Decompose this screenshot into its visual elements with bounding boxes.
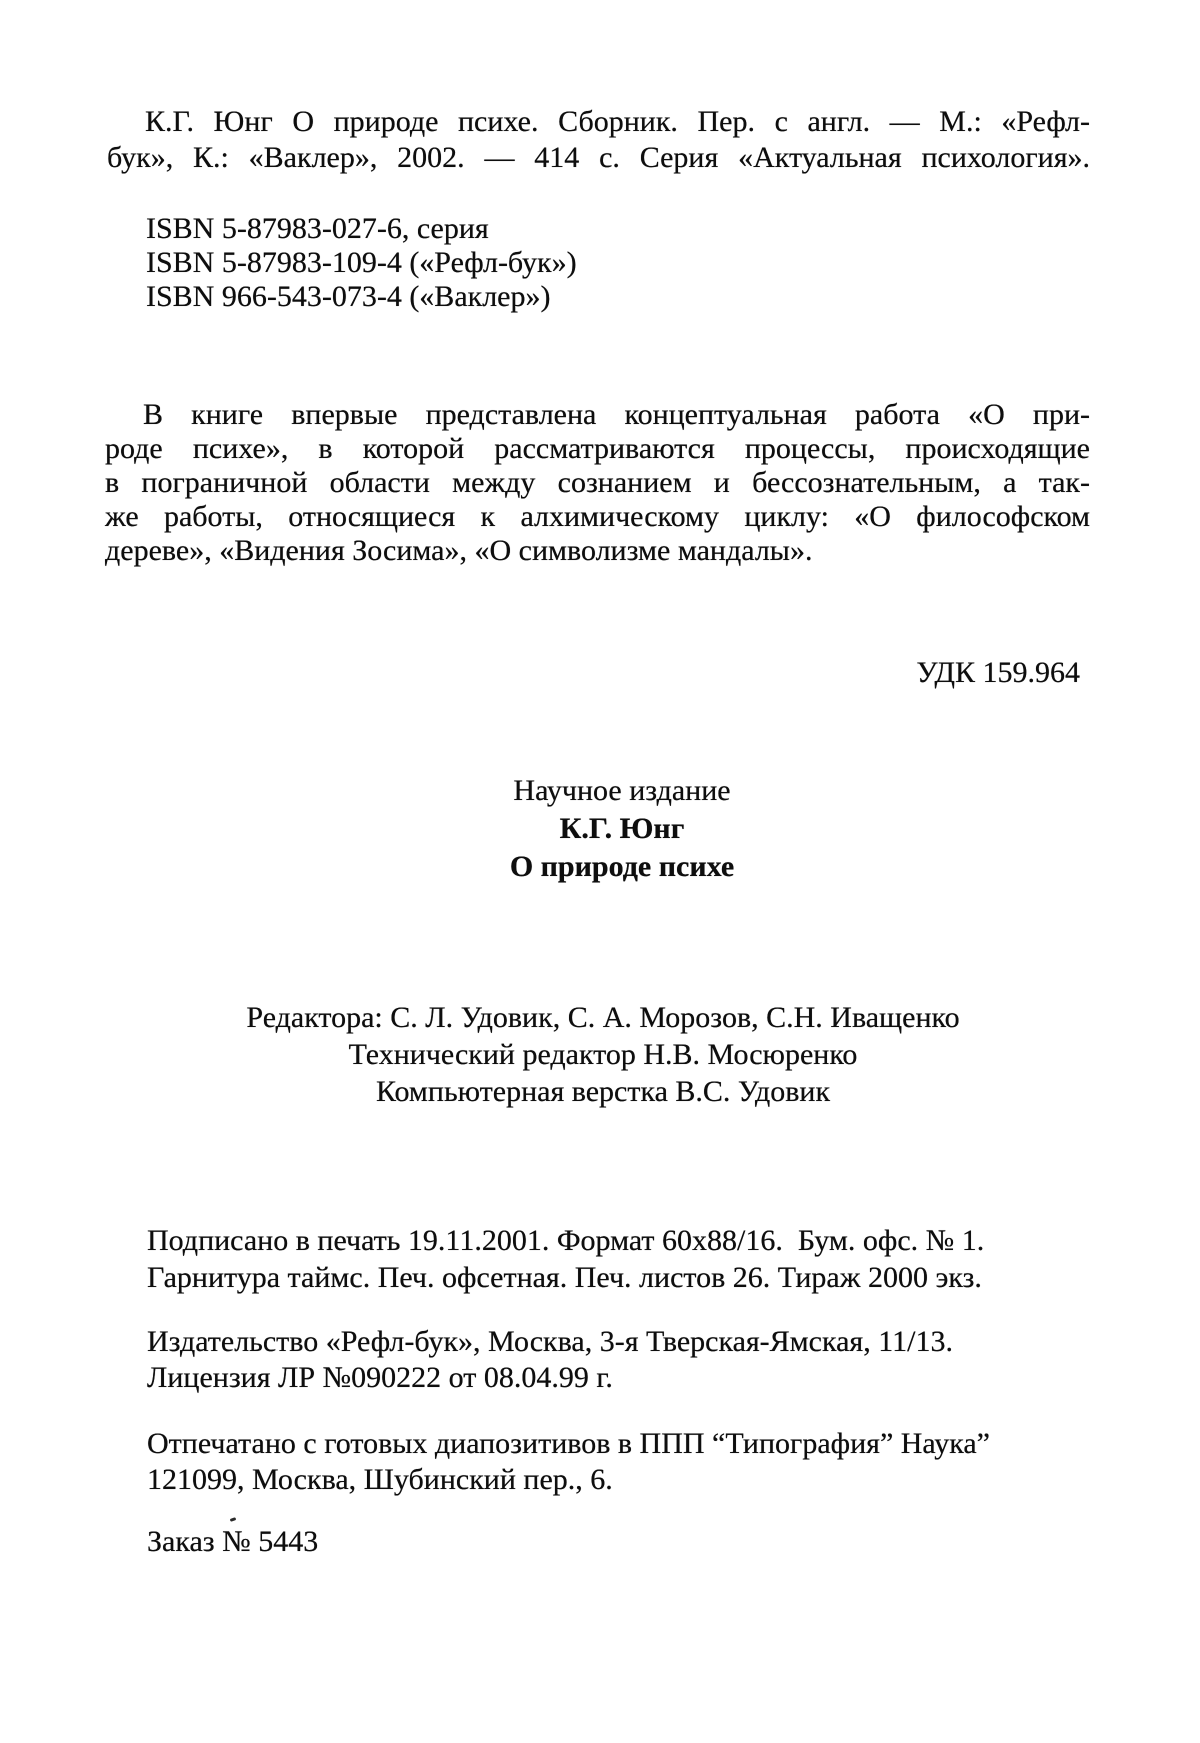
- printing-house-line: Отпечатано с готовых диапозитивов в ППП “Типография” Наука”: [147, 1427, 990, 1460]
- bibliographic-line: К.Г. Юнг О природе психе. Сборник. Пер. с англ. — М.: «Рефл-: [145, 105, 1090, 138]
- isbn-refl-buk: ISBN 5-87983-109-4 («Рефл-бук»): [146, 246, 577, 279]
- udk-number: УДК 159.964: [916, 656, 1080, 689]
- printing-house-info: [147, 1426, 990, 1498]
- publisher-address-line: Издательство «Рефл-бук», Москва, 3-я Тверская-Ямская, 11/13.: [147, 1325, 953, 1358]
- bibliographic-record: [107, 104, 1090, 176]
- scan-artifact-speck: [230, 1517, 237, 1522]
- order-number: [147, 1524, 318, 1560]
- udk-classification: [105, 655, 1090, 691]
- annotation-line: дереве», «Видения Зосима», «О символизме мандалы».: [105, 534, 813, 567]
- edition-kind: Научное издание: [513, 774, 731, 807]
- publisher-license-line: Лицензия ЛР №090222 от 08.04.99 г.: [147, 1361, 613, 1394]
- printing-house-address-line: 121099, Москва, Шубинский пер., 6.: [147, 1463, 613, 1496]
- editors-line: Редактора: С. Л. Удовик, С. А. Морозов, С.Н. Иващенко: [246, 1001, 960, 1034]
- edition-heading: [0, 772, 1200, 886]
- technical-editor-line: Технический редактор Н.В. Мосюренко: [348, 1038, 858, 1071]
- print-specs: [147, 1222, 984, 1296]
- isbn-block: [146, 212, 577, 314]
- editorial-staff: [0, 999, 1200, 1110]
- annotation-paragraph: [105, 398, 1090, 568]
- annotation-line: в пограничной области между сознанием и бессознательным, а так-: [105, 466, 1090, 499]
- order-number-text: Заказ № 5443: [147, 1525, 319, 1558]
- print-specs-line: Гарнитура таймс. Печ. офсетная. Печ. листов 26. Тираж 2000 экз.: [147, 1261, 982, 1294]
- layout-line: Компьютерная верстка В.С. Удовик: [375, 1075, 831, 1108]
- bibliographic-line: бук», К.: «Ваклер», 2002. — 414 с. Серия «Актуальная психология».: [107, 141, 1090, 174]
- isbn-series: ISBN 5-87983-027-6, серия: [146, 212, 489, 245]
- publisher-info: [147, 1324, 953, 1396]
- annotation-line: В книге впервые представлена концептуальная работа «О при-: [143, 398, 1090, 431]
- isbn-vakler: ISBN 966-543-073-4 («Ваклер»): [146, 280, 551, 313]
- annotation-line: же работы, относящиеся к алхимическому циклу: «О философском: [105, 500, 1090, 533]
- print-specs-line: Подписано в печать 19.11.2001. Формат 60х88/16. Бум. офс. № 1.: [147, 1224, 985, 1257]
- edition-author: К.Г. Юнг: [559, 812, 685, 845]
- annotation-line: роде психе», в которой рассматриваются процессы, происходящие: [105, 432, 1090, 465]
- edition-title: О природе психе: [509, 850, 735, 883]
